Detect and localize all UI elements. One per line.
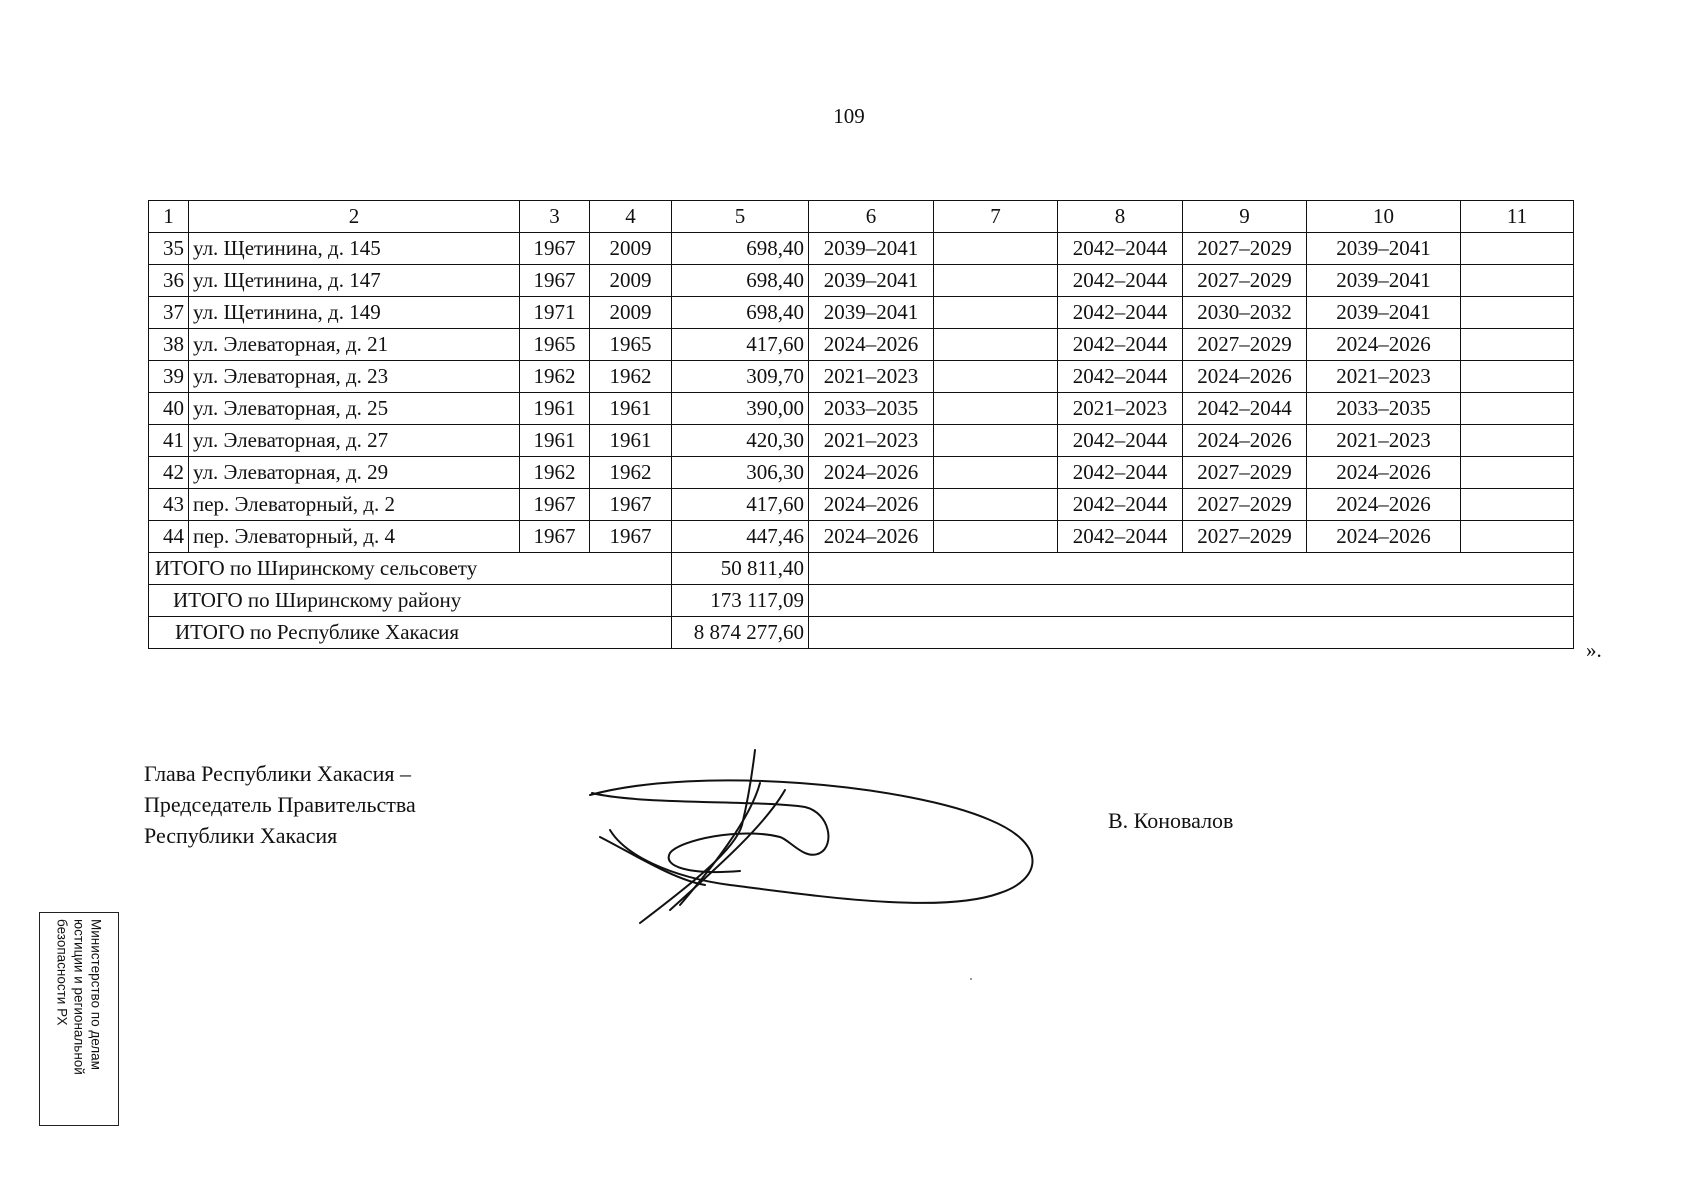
period-cell: 2024–2026: [1183, 361, 1307, 393]
cell: 1961: [590, 425, 672, 457]
period-cell: 2024–2026: [1307, 521, 1461, 553]
signer-name: В. Коновалов: [1108, 808, 1234, 833]
period-cell: 2027–2029: [1183, 521, 1307, 553]
period-cell: 2027–2029: [1183, 265, 1307, 297]
value-cell: 447,46: [672, 521, 809, 553]
cell: 1962: [520, 361, 590, 393]
row-number-cell: 44: [149, 521, 189, 553]
cell: 1962: [520, 457, 590, 489]
row-number-cell: 35: [149, 233, 189, 265]
cell: 1961: [590, 393, 672, 425]
row-number-cell: 36: [149, 265, 189, 297]
cell: [1461, 425, 1574, 457]
address-cell: ул. Элеваторная, д. 25: [189, 393, 520, 425]
cell: [934, 521, 1058, 553]
value-cell: 698,40: [672, 297, 809, 329]
cell: [1461, 329, 1574, 361]
total-value: 8 874 277,60: [672, 617, 809, 649]
stamp-text: [54, 919, 105, 1119]
table-row: [149, 265, 1574, 297]
value-cell: 309,70: [672, 361, 809, 393]
period-cell: 2021–2023: [809, 425, 934, 457]
table-row: [149, 361, 1574, 393]
table-row: [149, 521, 1574, 553]
total-label: ИТОГО по Ширинскому району: [149, 585, 672, 617]
period-cell: 2024–2026: [809, 521, 934, 553]
cell: [1461, 393, 1574, 425]
header-cell: 2: [189, 201, 520, 233]
cell: 1967: [590, 489, 672, 521]
cell: [1461, 233, 1574, 265]
period-cell: 2042–2044: [1058, 297, 1183, 329]
total-empty-cell: [809, 617, 1574, 649]
cell: [934, 393, 1058, 425]
address-cell: ул. Элеваторная, д. 29: [189, 457, 520, 489]
total-value: 50 811,40: [672, 553, 809, 585]
value-cell: 417,60: [672, 489, 809, 521]
header-cell: 7: [934, 201, 1058, 233]
closing-quote-mark: ».: [1586, 638, 1602, 662]
period-cell: 2021–2023: [1307, 425, 1461, 457]
period-cell: 2021–2023: [1307, 361, 1461, 393]
cell: [934, 329, 1058, 361]
cell: 1967: [520, 233, 590, 265]
total-label: ИТОГО по Республике Хакасия: [149, 617, 672, 649]
value-cell: 420,30: [672, 425, 809, 457]
period-cell: 2033–2035: [809, 393, 934, 425]
header-cell: 3: [520, 201, 590, 233]
period-cell: 2042–2044: [1058, 233, 1183, 265]
cell: [1461, 457, 1574, 489]
cell: [934, 297, 1058, 329]
handwritten-signature: [580, 745, 1060, 935]
period-cell: 2039–2041: [1307, 233, 1461, 265]
cell: 1965: [590, 329, 672, 361]
row-number-cell: 39: [149, 361, 189, 393]
row-number-cell: 41: [149, 425, 189, 457]
cell: 1967: [520, 521, 590, 553]
cell: 1967: [520, 265, 590, 297]
value-cell: 698,40: [672, 233, 809, 265]
period-cell: 2033–2035: [1307, 393, 1461, 425]
stamp-line: безопасности РХ: [54, 919, 70, 1026]
table-row: [149, 393, 1574, 425]
signer-title: [144, 758, 416, 851]
header-cell: 11: [1461, 201, 1574, 233]
table-row: [149, 457, 1574, 489]
address-cell: ул. Элеваторная, д. 23: [189, 361, 520, 393]
period-cell: 2024–2026: [1183, 425, 1307, 457]
value-cell: 417,60: [672, 329, 809, 361]
table-row: [149, 329, 1574, 361]
row-number-cell: 43: [149, 489, 189, 521]
cell: [1461, 361, 1574, 393]
cell: [934, 457, 1058, 489]
header-cell: 4: [590, 201, 672, 233]
period-cell: 2021–2023: [809, 361, 934, 393]
signer-title-line: Председатель Правительства: [144, 792, 416, 817]
row-number-cell: 38: [149, 329, 189, 361]
cell: 1971: [520, 297, 590, 329]
period-cell: 2042–2044: [1058, 329, 1183, 361]
cell: 2009: [590, 265, 672, 297]
period-cell: 2024–2026: [1307, 489, 1461, 521]
table-row: [149, 233, 1574, 265]
address-cell: ул. Щетинина, д. 149: [189, 297, 520, 329]
period-cell: 2039–2041: [1307, 265, 1461, 297]
cell: 1962: [590, 361, 672, 393]
total-empty-cell: [809, 585, 1574, 617]
cell: [934, 265, 1058, 297]
period-cell: 2042–2044: [1058, 361, 1183, 393]
header-cell: 9: [1183, 201, 1307, 233]
period-cell: 2021–2023: [1058, 393, 1183, 425]
registration-stamp: [39, 912, 119, 1126]
table-row: [149, 297, 1574, 329]
value-cell: 306,30: [672, 457, 809, 489]
period-cell: 2042–2044: [1058, 489, 1183, 521]
header-cell: 6: [809, 201, 934, 233]
period-cell: 2027–2029: [1183, 233, 1307, 265]
value-cell: 390,00: [672, 393, 809, 425]
period-cell: 2042–2044: [1058, 265, 1183, 297]
period-cell: 2039–2041: [809, 265, 934, 297]
address-cell: ул. Щетинина, д. 145: [189, 233, 520, 265]
period-cell: 2042–2044: [1058, 521, 1183, 553]
row-number-cell: 37: [149, 297, 189, 329]
period-cell: 2039–2041: [1307, 297, 1461, 329]
period-cell: 2042–2044: [1183, 393, 1307, 425]
cell: [1461, 265, 1574, 297]
period-cell: 2024–2026: [1307, 457, 1461, 489]
header-cell: 8: [1058, 201, 1183, 233]
signer-title-line: Глава Республики Хакасия –: [144, 761, 411, 786]
total-row: [149, 617, 1574, 649]
table-body: [149, 201, 1574, 649]
row-number-cell: 42: [149, 457, 189, 489]
cell: [934, 425, 1058, 457]
period-cell: 2042–2044: [1058, 457, 1183, 489]
stamp-line: юстиции и региональной: [71, 919, 87, 1075]
cell: [934, 361, 1058, 393]
cell: [1461, 297, 1574, 329]
header-cell: 5: [672, 201, 809, 233]
scan-speck: [970, 978, 972, 980]
cell: 1962: [590, 457, 672, 489]
header-cell: 1: [149, 201, 189, 233]
address-cell: ул. Щетинина, д. 147: [189, 265, 520, 297]
data-table: [148, 200, 1574, 649]
cell: 2009: [590, 233, 672, 265]
total-empty-cell: [809, 553, 1574, 585]
address-cell: пер. Элеваторный, д. 4: [189, 521, 520, 553]
value-cell: 698,40: [672, 265, 809, 297]
cell: 1961: [520, 393, 590, 425]
cell: 1967: [520, 489, 590, 521]
table-row: [149, 425, 1574, 457]
cell: [1461, 521, 1574, 553]
signer-title-line: Республики Хакасия: [144, 823, 338, 848]
table-header-row: [149, 201, 1574, 233]
cell: [934, 489, 1058, 521]
page-number: 109: [833, 104, 865, 128]
address-cell: ул. Элеваторная, д. 21: [189, 329, 520, 361]
period-cell: 2030–2032: [1183, 297, 1307, 329]
cell: 1965: [520, 329, 590, 361]
period-cell: 2027–2029: [1183, 457, 1307, 489]
period-cell: 2024–2026: [1307, 329, 1461, 361]
address-cell: пер. Элеваторный, д. 2: [189, 489, 520, 521]
period-cell: 2027–2029: [1183, 329, 1307, 361]
period-cell: 2039–2041: [809, 233, 934, 265]
total-row: [149, 553, 1574, 585]
total-row: [149, 585, 1574, 617]
cell: [934, 233, 1058, 265]
cell: 1967: [590, 521, 672, 553]
table-row: [149, 489, 1574, 521]
period-cell: 2042–2044: [1058, 425, 1183, 457]
period-cell: 2039–2041: [809, 297, 934, 329]
cell: 1961: [520, 425, 590, 457]
period-cell: 2027–2029: [1183, 489, 1307, 521]
cell: [1461, 489, 1574, 521]
period-cell: 2024–2026: [809, 489, 934, 521]
period-cell: 2024–2026: [809, 329, 934, 361]
stamp-line: Министерство по делам: [88, 919, 104, 1070]
header-cell: 10: [1307, 201, 1461, 233]
period-cell: 2024–2026: [809, 457, 934, 489]
cell: 2009: [590, 297, 672, 329]
total-value: 173 117,09: [672, 585, 809, 617]
total-label: ИТОГО по Ширинскому сельсовету: [149, 553, 672, 585]
address-cell: ул. Элеваторная, д. 27: [189, 425, 520, 457]
row-number-cell: 40: [149, 393, 189, 425]
